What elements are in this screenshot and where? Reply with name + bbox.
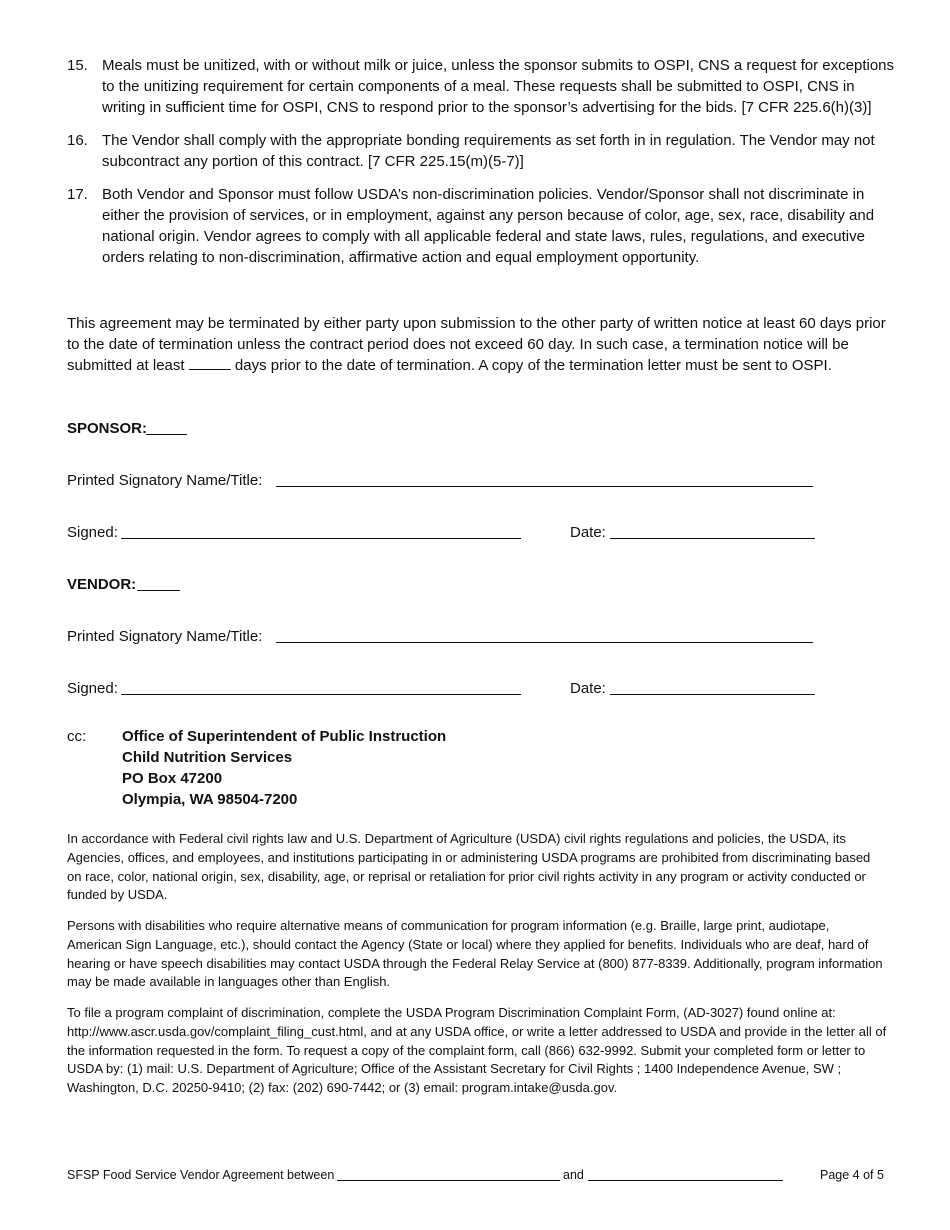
footer-agreement-label: SFSP Food Service Vendor Agreement between: [67, 1168, 335, 1182]
page-number: Page 4 of 5: [820, 1168, 884, 1182]
termination-days-blank[interactable]: [189, 355, 231, 370]
vendor-heading: VENDOR:: [67, 576, 137, 593]
footer-party-one-field[interactable]: [337, 1180, 560, 1181]
cc-line: Child Nutrition Services: [122, 749, 293, 766]
vendor-signed-label: Signed:: [67, 680, 118, 697]
sponsor-date-label: Date:: [570, 524, 606, 541]
clause-number: 16.: [67, 132, 88, 149]
vendor-date-field[interactable]: [610, 694, 815, 695]
list-item: [67, 55, 897, 118]
civil-rights-paragraph-3: To file a program complaint of discrimination, complete the USDA Program Discrimination Complaint Form, (AD-3027) found online at: http://www.ascr.usda.gov/complaint_filing_cust.html, and at any USDA office, or write a letter addressed to USDA and provide in the letter all of the information requested in the form. To request a copy of the complaint form, call (866) 632-9992. Submit your completed form or letter to USDA by: (1) mail: U.S. Department of Agriculture; Office of the Assistant Secretary for Civil Rights ; 1400 Independence Avenue, SW ; Washington, D.C. 20250-9410; (2) fax: (202) 690-7442; or (3) email: program.intake@usda.gov.: [67, 1005, 887, 1096]
vendor-signature-field[interactable]: [121, 694, 521, 695]
sponsor-signature-field[interactable]: [121, 538, 521, 539]
civil-rights-paragraph-1: In accordance with Federal civil rights law and U.S. Department of Agriculture (USDA) civil rights regulations and policies, the USDA, its Agencies, offices, and employees, and institutions participating in or administering USDA programs are prohibited from discriminating based on race, color, national origin, sex, disability, age, or reprisal or retaliation for prior civil rights activity in any program or activity conducted or funded by USDA.: [67, 831, 871, 903]
footer-party-two-field[interactable]: [588, 1180, 783, 1181]
cc-line: Olympia, WA 98504-7200: [122, 791, 298, 808]
sponsor-printed-name-label: Printed Signatory Name/Title:: [67, 472, 263, 489]
cc-address: [122, 726, 446, 810]
termination-text-after: days prior to the date of termination. A copy of the termination letter must be sent to OSPI.: [230, 357, 832, 374]
cc-label: cc:: [67, 728, 87, 745]
list-item: [67, 130, 897, 172]
sponsor-printed-name-field[interactable]: [276, 486, 813, 487]
clause-number: 17.: [67, 186, 88, 203]
vendor-printed-name-label: Printed Signatory Name/Title:: [67, 628, 263, 645]
footer-and-label: and: [563, 1168, 584, 1182]
clause-text: The Vendor shall comply with the appropriate bonding requirements as set forth in in regulation. The Vendor may not subcontract any portion of this contract. [7 CFR 225.15(m)(5-7)]: [102, 132, 875, 170]
clause-list: [67, 55, 897, 280]
sponsor-name-blank[interactable]: [146, 434, 187, 435]
vendor-printed-name-field[interactable]: [276, 642, 813, 643]
termination-paragraph: [67, 313, 887, 376]
sponsor-signed-label: Signed:: [67, 524, 118, 541]
vendor-date-label: Date:: [570, 680, 606, 697]
clause-text: Both Vendor and Sponsor must follow USDA’s non-discrimination policies. Vendor/Sponsor shall not discriminate in either the provision of services, or in employment, against any person because of color, age, sex, race, disability and national origin. Vendor agrees to comply with all applicable federal and state laws, rules, regulations, and executive orders relating to non-discrimination, affirmative action and equal employment opportunity.: [102, 186, 875, 266]
sponsor-heading: SPONSOR:: [67, 420, 148, 437]
civil-rights-paragraph-2: Persons with disabilities who require alternative means of communication for program information (e.g. Braille, large print, audiotape, American Sign Language, etc.), should contact the Agency (State or local) where they applied for benefits. Individuals who are deaf, hard of hearing or have speech disabilities may contact USDA through the Federal Relay Service at (800) 877-8339. Additionally, program information may be made available in languages other than English.: [67, 918, 883, 990]
cc-line: Office of Superintendent of Public Instruction: [122, 728, 447, 745]
cc-line: PO Box 47200: [122, 770, 223, 787]
termination-text-before: This agreement may be terminated by either party upon submission to the other party of written notice at least 60 days prior to the date of termination unless the contract period does not exceed 60 day. In such case, a termination notice will be submitted at least: [67, 315, 886, 374]
clause-number: 15.: [67, 57, 88, 74]
sponsor-date-field[interactable]: [610, 538, 815, 539]
clause-text: Meals must be unitized, with or without milk or juice, unless the sponsor submits to OSPI, CNS a request for exceptions to the unitizing requirement for certain components of a meal. These requests shall be submitted to OSPI, CNS in writing in sufficient time for OSPI, CNS to respond prior to the sponsor’s advertising for the bids. [7 CFR 225.6(h)(3)]: [102, 57, 895, 116]
vendor-name-blank[interactable]: [137, 590, 180, 591]
list-item: [67, 184, 897, 268]
